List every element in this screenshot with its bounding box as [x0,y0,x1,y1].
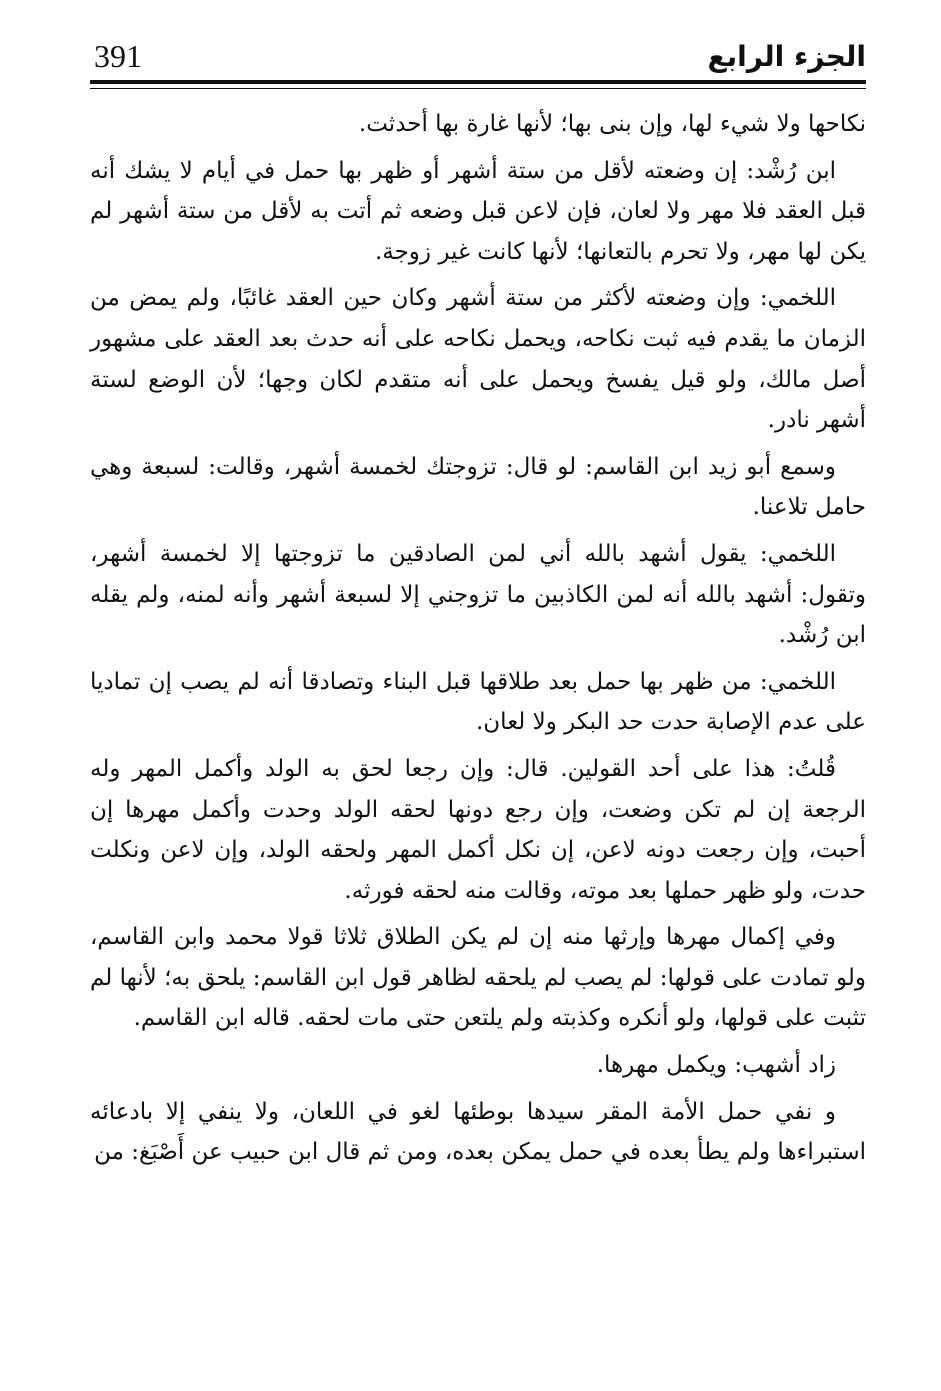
page-header [90,34,866,82]
page-number: 391 [94,38,142,74]
header-rule-thin [90,88,866,89]
paragraph: اللخمي: وإن وضعته لأكثر من ستة أشهر وكان حين العقد غائبًا، ولم يمض من الزمان ما يقدم فيه ثبت نكاحه، ويحمل نكاحه على أنه حدث بعد العقد على مشهور أصل مالك، ولو قيل يفسخ ويحمل على أنه متقدم لكان وجها؛ لأن الوضع لستة أشهر نادر. [90,285,866,434]
body-text [90,104,866,1179]
paragraph: زاد أشهب: ويكمل مهرها. [596,1052,836,1079]
paragraph: وفي إكمال مهرها وإرثها منه إن لم يكن الطلاق ثلاثا قولا محمد وابن القاسم، ولو تمادت على قولها: لم يصب لم يلحقه لظاهر قول ابن القاسم: يلحق به؛ لأنها لم تثبت على قولها، ولو أنكره وكذبته ولم يلتعن حتى مات لحقه. قاله ابن القاسم. [90,924,866,1032]
running-title: الجزء الرابع [707,40,866,73]
paragraph: اللخمي: يقول أشهد بالله أني لمن الصادقين ما تزوجتها إلا لخمسة أشهر، وتقول: أشهد بالله أنه لمن الكاذبين ما تزوجني إلا لسبعة أشهر وأنه لمنه، ولم يقله ابن رُشْد. [90,540,866,649]
header-rule-thick [90,80,866,84]
paragraph: قُلتُ: هذا على أحد القولين. قال: وإن رجعا لحق به الولد وأكمل المهر وله الرجعة إن لم تكن وضعت، وإن رجع دونها لحقه الولد وحدت وأكمل مهرها إن أحبت، وإن رجعت دونه لاعن، إن نكل أكمل المهر ولحقه الولد، وإن لاعن ونكلت حدت، ولو ظهر حملها بعد موته، وقالت منه لحقه فورثه. [90,755,867,904]
paragraph: اللخمي: من ظهر بها حمل بعد طلاقها قبل البناء وتصادقا أنه لم يصب إن تماديا على عدم الإصابة حدت حد البكر ولا لعان. [90,668,866,736]
paragraph: وسمع أبو زيد ابن القاسم: لو قال: تزوجتك لخمسة أشهر، وقالت: لسبعة وهي حامل تلاعنا. [90,453,866,521]
paragraph: ابن رُشْد: إن وضعته لأقل من ستة أشهر أو ظهر بها حمل في أيام لا يشك أنه قبل العقد فلا مهر ولا لعان، فإن لاعن قبل وضعه ثم أتت به لأقل من ستة أشهر لم يكن لها مهر، ولا تحرم بالتعانها؛ لأنها كانت غير زوجة. [90,157,866,265]
paragraph: و نفي حمل الأمة المقر سيدها بوطئها لغو في اللعان، ولا ينفي إلا بادعائه استبراءها ولم يطأ بعده في حمل يمكن بعده، ومن ثم قال ابن حبيب عن أَصْبَغ: من [90,1098,866,1166]
paragraph: نكاحها ولا شيء لها، وإن بنى بها؛ لأنها غارة بها أحدثت. [358,111,866,137]
